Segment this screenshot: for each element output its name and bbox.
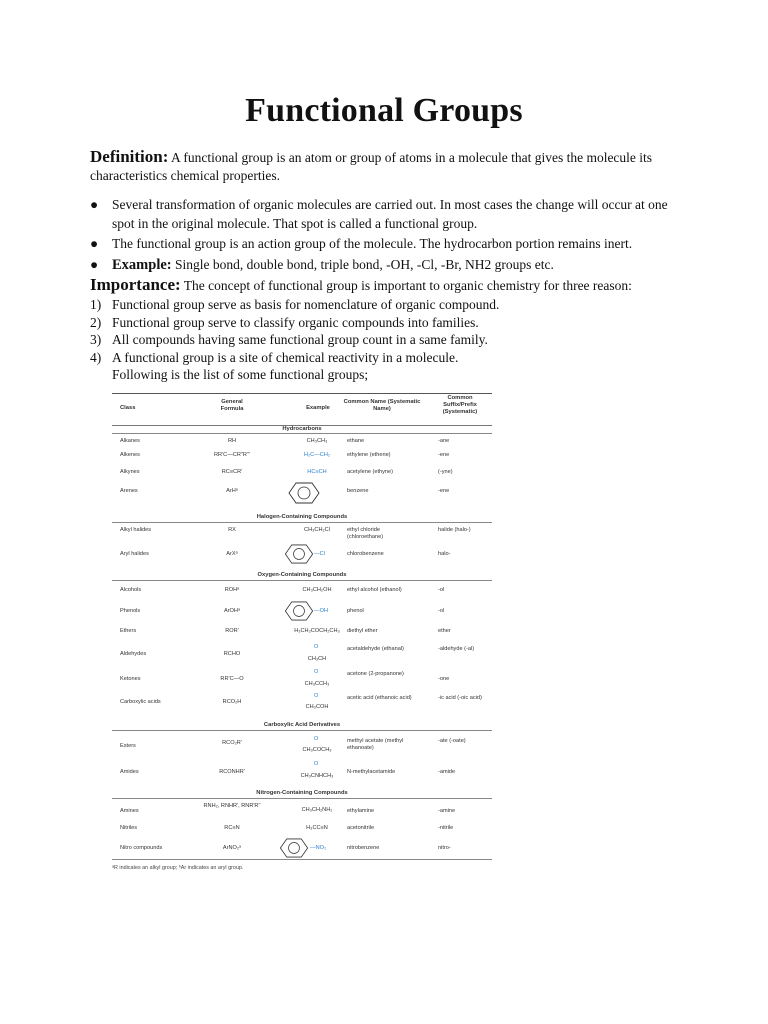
header-example: Example — [306, 405, 330, 411]
table-footnote: ᵃR indicates an alkyl group; ᵇAr indicates an aryl group. — [112, 865, 244, 871]
section-nitrogen: Nitrogen-Containing Compounds — [256, 790, 348, 796]
section-carboxylic: Carboxylic Acid Derivatives — [263, 722, 341, 728]
header-name: Common Name (Systematic Name) — [343, 399, 421, 412]
list-intro: Following is the list of some functional groups; — [112, 367, 369, 382]
bullet-icon: ● — [90, 256, 99, 272]
list-item: 3) All compounds having same functional group count in a same family. — [90, 332, 488, 347]
list-item: 2) Functional group serve to classify organic compounds into families. — [90, 314, 479, 330]
header-class: Class — [120, 405, 136, 411]
bullet-list — [90, 196, 685, 276]
header-formula: General Formula — [220, 399, 244, 412]
benzene-ring-icon — [284, 601, 314, 621]
functional-group-table: Class General Formula Example Common Name (Systematic Name) Common Suffix/Prefix (Systematic) Hydrocarbons Alkanes RH CH₃CH₃ ethane -ane Alkenes RR'C—CR"R'" H₂C—CH₂ ethylene (ethene) -ene Alkynes RC≡CR' HC≡CH acetylene (ethyne) (-yne) Arenes ArHᵃ benzene -ene Halogen-Containing Compounds Alkyl halides RX CH₃CH₂Cl ethyl chloride (chloroethane) halide (halo-) Aryl halides ArXᵃ —Cl chlorobenzene halo- Oxygen-Containing Compounds Alcohols ROHᵃ CH₃CH₂OH ethyl alcohol (ethanol) -ol Phenols ArOHᵃ —OH phenol -ol Ethers ROR' H₃CH₂COCH₂CH₃ diethyl ether ether Aldehydes RCHO O CH₃CH acetaldehyde (ethanal) -aldehyde (-al) Ketones RR'C—O O CH₃CCH₃ acetone (2-propanone) -one Carboxylic acids RCO₂H O CH₃COH acetic acid (ethanoic acid) -ic acid (-oic acid) Carboxylic Acid Derivatives Esters RCO₂R' O CH₃COCH₃ methyl acetate (methyl ethanoate) -ate (-oate) Amides RCONHR' O CH₃CNHCH₃ N-methylacetamide -amide Nitrogen-Containing Compounds Amines RNH₂, RNHR', RNR'R" CH₃CH₂NH₂ ethylamine -amine Nitriles RC≡N H₃CC≡N acetonitrile -nitrile Nitro compounds ArNO₂ᵃ —NO₂ nitrobenzene nitro- ᵃR indicates an alkyl group; ᵇAr indicates an aryl group. — [112, 393, 492, 863]
list-item: ● The functional group is an action group of the molecule. The hydrocarbon portion remains inert. — [90, 235, 685, 254]
list-item: ● Example: Single bond, double bond, triple bond, -OH, -Cl, -Br, NH2 groups etc. — [90, 256, 554, 273]
list-item: 4) A functional group is a site of chemical reactivity in a molecule. — [90, 349, 459, 365]
list-item: ● Several transformation of organic molecules are carried out. In most cases the change will occur at one spot in the original molecule. That spot is called a functional group. — [90, 197, 668, 231]
section-hydrocarbons: Hydrocarbons — [282, 426, 322, 432]
definition-paragraph — [90, 148, 680, 185]
section-halogen: Halogen-Containing Compounds — [256, 514, 348, 520]
page-title: Functional Groups — [245, 92, 523, 129]
definition-label: Definition: — [90, 147, 169, 166]
header-suffix: Common Suffix/Prefix (Systematic) — [442, 395, 478, 415]
list-item: 1) Functional group serve as basis for nomenclature of organic compound. — [90, 297, 500, 312]
benzene-ring-icon — [288, 482, 320, 504]
section-oxygen: Oxygen-Containing Compounds — [257, 572, 347, 578]
benzene-ring-icon — [278, 838, 310, 858]
example-label: Example: — [112, 256, 172, 273]
bullet-icon: ● — [90, 197, 99, 212]
definition-text: A functional group is an atom or group of atoms in a molecule that gives the molecule its characteristics chemical properties. — [90, 150, 653, 183]
reasons-list — [90, 296, 685, 384]
bullet-icon: ● — [90, 236, 99, 251]
importance-label: Importance: — [90, 275, 181, 294]
benzene-ring-icon — [284, 544, 314, 564]
importance-paragraph — [90, 276, 690, 295]
table-header — [112, 393, 492, 426]
importance-text: The concept of functional group is important to organic chemistry for three reason: — [183, 278, 632, 293]
